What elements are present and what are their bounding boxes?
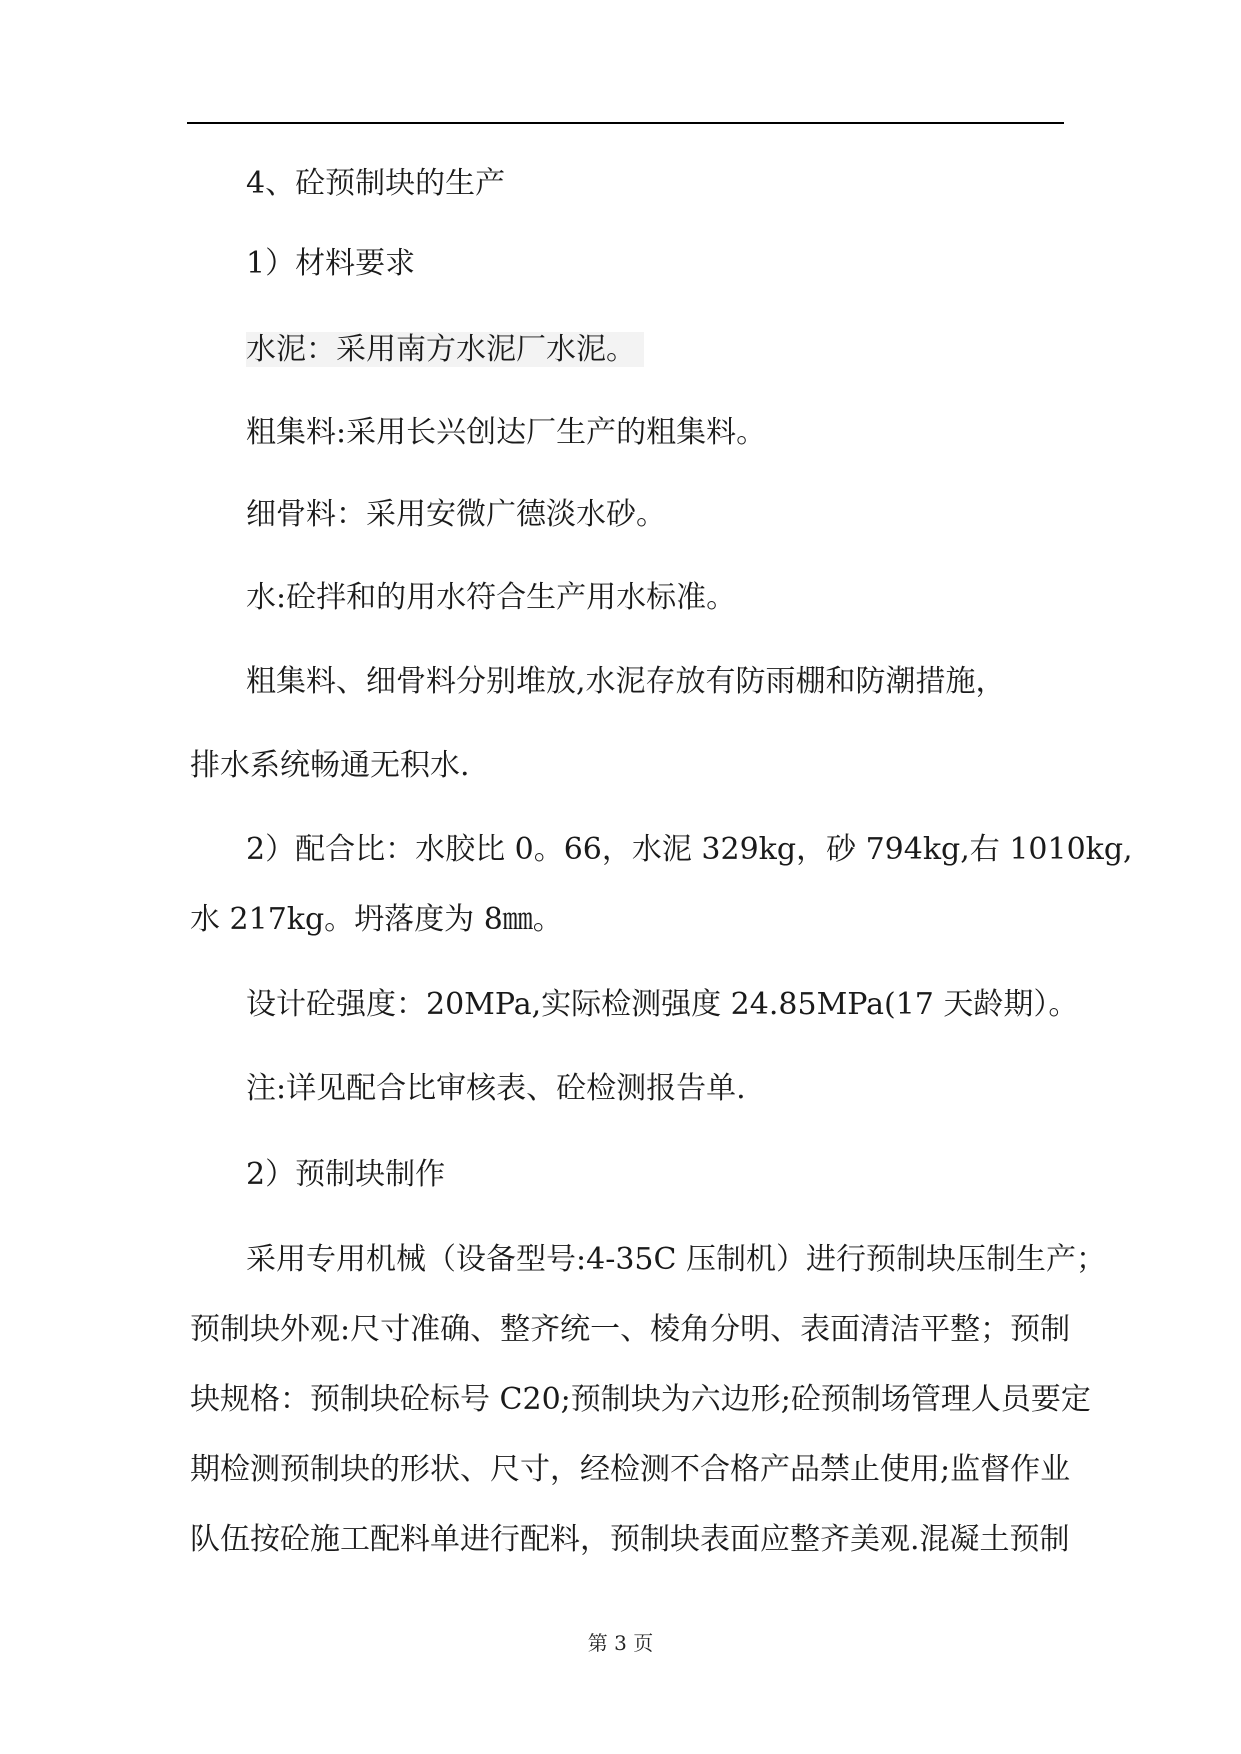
paragraph-line: 粗集料、细骨料分别堆放,水泥存放有防雨棚和防潮措施， <box>246 664 1006 699</box>
header-rule <box>187 122 1064 124</box>
paragraph-line: 细骨料：采用安微广德淡水砂。 <box>246 497 666 532</box>
paragraph-line: 期检测预制块的形状、尺寸，经检测不合格产品禁止使用;监督作业 <box>190 1452 1071 1487</box>
subsection-heading: 1）材料要求 <box>246 246 416 281</box>
paragraph-line: 队伍按砼施工配料单进行配料，预制块表面应整齐美观.混凝土预制 <box>190 1522 1070 1557</box>
paragraph-line: 注:详见配合比审核表、砼检测报告单. <box>246 1071 746 1106</box>
subsection-heading: 2）预制块制作 <box>246 1157 446 1192</box>
paragraph-line: 水 217kg。坍落度为 8㎜。 <box>190 902 563 937</box>
paragraph-line: 预制块外观:尺寸准确、整齐统一、棱角分明、表面清洁平整；预制 <box>190 1312 1071 1347</box>
section-heading: 4、砼预制块的生产 <box>246 166 506 201</box>
paragraph-line: 块规格：预制块砼标号 C20;预制块为六边形;砼预制场管理人员要定 <box>190 1382 1091 1417</box>
paragraph-line: 2）配合比：水胶比 0。66，水泥 329kg，砂 794kg,右 1010kg, <box>246 832 1133 867</box>
paragraph-line: 水:砼拌和的用水符合生产用水标准。 <box>246 580 737 615</box>
highlighted-text: 水泥：采用南方水泥厂水泥。 <box>246 332 644 367</box>
paragraph-line: 采用专用机械（设备型号:4-35C 压制机）进行预制块压制生产； <box>246 1242 1106 1277</box>
paragraph-line: 排水系统畅通无积水. <box>190 748 470 783</box>
paragraph-line: 粗集料:采用长兴创达厂生产的粗集料。 <box>246 415 767 450</box>
paragraph-line <box>246 330 644 370</box>
page-number: 第 3 页 <box>587 1631 654 1655</box>
paragraph-line: 设计砼强度：20MPa,实际检测强度 24.85MPa(17 天龄期）。 <box>246 987 1079 1022</box>
